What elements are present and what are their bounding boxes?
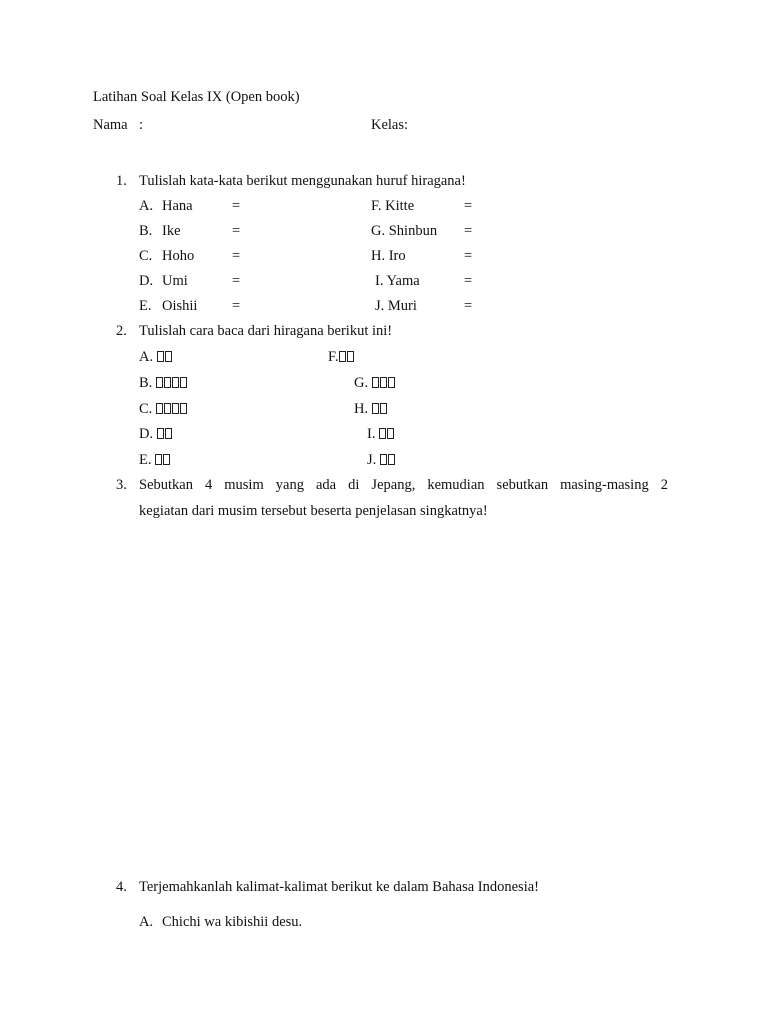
q1-item-equals: = bbox=[464, 273, 473, 289]
hiragana-glyph-box bbox=[163, 454, 170, 465]
q1-item-word: Umi bbox=[162, 273, 188, 289]
hiragana-glyph-box bbox=[388, 377, 395, 388]
hiragana-glyphs bbox=[155, 452, 171, 468]
q2-right-item bbox=[354, 400, 388, 418]
q2-item-letter: H. bbox=[354, 401, 369, 417]
q1-item-word: Ike bbox=[162, 223, 181, 239]
q1-item-word: Hana bbox=[162, 198, 193, 214]
q1-item-equals: = bbox=[232, 273, 241, 289]
hiragana-glyph-box bbox=[157, 351, 164, 362]
q2-right-item bbox=[354, 374, 396, 392]
q1-number: 1. bbox=[116, 173, 127, 189]
q1-item-label: G. Shinbun bbox=[371, 223, 438, 239]
q2-left-item bbox=[139, 425, 173, 443]
hiragana-glyph-box bbox=[380, 403, 387, 414]
hiragana-glyph-box bbox=[380, 377, 387, 388]
q1-item-label: J. Muri bbox=[375, 298, 417, 314]
q3-text-line-2: kegiatan dari musim tersebut beserta penjelasan singkatnya! bbox=[139, 503, 488, 519]
hiragana-glyph-box bbox=[372, 403, 379, 414]
hiragana-glyph-box bbox=[164, 377, 171, 388]
q4-item-letter: A. bbox=[139, 914, 154, 930]
q4-text: Terjemahkanlah kalimat-kalimat berikut ke dalam Bahasa Indonesia! bbox=[139, 879, 539, 895]
hiragana-glyphs bbox=[157, 426, 173, 442]
hiragana-glyphs bbox=[379, 426, 395, 442]
q1-item-equals: = bbox=[232, 198, 241, 214]
nama-colon: : bbox=[139, 117, 144, 133]
q2-item-letter: C. bbox=[139, 401, 153, 417]
hiragana-glyphs bbox=[372, 401, 388, 417]
q2-number: 2. bbox=[116, 323, 127, 339]
hiragana-glyphs bbox=[339, 349, 355, 365]
q2-text: Tulislah cara baca dari hiragana berikut ini! bbox=[139, 323, 393, 339]
hiragana-glyph-box bbox=[387, 428, 394, 439]
q1-item-equals: = bbox=[232, 223, 241, 239]
hiragana-glyphs bbox=[372, 375, 396, 391]
hiragana-glyph-box bbox=[380, 454, 387, 465]
hiragana-glyph-box bbox=[388, 454, 395, 465]
q1-item-word: Oishii bbox=[162, 298, 198, 314]
hiragana-glyph-box bbox=[156, 377, 163, 388]
q1-item-letter: A. bbox=[139, 198, 154, 214]
q2-item-letter: G. bbox=[354, 375, 369, 391]
hiragana-glyphs bbox=[156, 375, 188, 391]
q2-item-letter: E. bbox=[139, 452, 152, 468]
hiragana-glyph-box bbox=[156, 403, 163, 414]
hiragana-glyphs bbox=[380, 452, 396, 468]
q2-left-item bbox=[139, 400, 188, 418]
hiragana-glyph-box bbox=[157, 428, 164, 439]
q1-item-equals: = bbox=[232, 298, 241, 314]
q1-item-label: H. Iro bbox=[371, 248, 406, 264]
q1-item-equals: = bbox=[464, 223, 473, 239]
hiragana-glyphs bbox=[157, 349, 173, 365]
q4-item-text: Chichi wa kibishii desu. bbox=[162, 914, 303, 930]
q1-item-word: Hoho bbox=[162, 248, 195, 264]
q3-text-line-1: Sebutkan 4 musim yang ada di Jepang, kemudian sebutkan masing-masing 2 bbox=[139, 477, 668, 493]
q2-item-letter: B. bbox=[139, 375, 153, 391]
q1-item-equals: = bbox=[232, 248, 241, 264]
nama-label: Nama bbox=[93, 117, 128, 133]
q4-number: 4. bbox=[116, 879, 127, 895]
hiragana-glyph-box bbox=[379, 428, 386, 439]
q1-item-equals: = bbox=[464, 298, 473, 314]
q2-item-letter: A. bbox=[139, 349, 154, 365]
hiragana-glyph-box bbox=[180, 377, 187, 388]
hiragana-glyph-box bbox=[180, 403, 187, 414]
q2-item-letter: I. bbox=[367, 426, 376, 442]
q1-item-letter: E. bbox=[139, 298, 152, 314]
q1-item-letter: B. bbox=[139, 223, 153, 239]
q1-item-equals: = bbox=[464, 198, 473, 214]
q2-left-item bbox=[139, 348, 173, 366]
q1-item-letter: C. bbox=[139, 248, 153, 264]
hiragana-glyph-box bbox=[165, 351, 172, 362]
q2-right-item bbox=[367, 425, 395, 443]
worksheet-title: Latihan Soal Kelas IX (Open book) bbox=[93, 89, 300, 105]
q1-text: Tulislah kata-kata berikut menggunakan huruf hiragana! bbox=[139, 173, 466, 189]
hiragana-glyph-box bbox=[372, 377, 379, 388]
hiragana-glyph-box bbox=[155, 454, 162, 465]
q2-item-letter: F. bbox=[328, 349, 339, 365]
q1-item-equals: = bbox=[464, 248, 473, 264]
hiragana-glyph-box bbox=[347, 351, 354, 362]
hiragana-glyph-box bbox=[165, 428, 172, 439]
hiragana-glyph-box bbox=[339, 351, 346, 362]
q1-item-letter: D. bbox=[139, 273, 154, 289]
q2-item-letter: D. bbox=[139, 426, 154, 442]
hiragana-glyph-box bbox=[164, 403, 171, 414]
hiragana-glyph-box bbox=[172, 403, 179, 414]
q2-left-item bbox=[139, 374, 188, 392]
q2-left-item bbox=[139, 451, 171, 469]
kelas-label: Kelas: bbox=[371, 117, 409, 133]
q3-number: 3. bbox=[116, 477, 127, 493]
hiragana-glyphs bbox=[156, 401, 188, 417]
q2-right-item bbox=[328, 348, 355, 366]
q2-right-item bbox=[367, 451, 396, 469]
hiragana-glyph-box bbox=[172, 377, 179, 388]
q1-item-label: F. Kitte bbox=[371, 198, 415, 214]
q2-item-letter: J. bbox=[367, 452, 377, 468]
q1-item-label: I. Yama bbox=[375, 273, 420, 289]
